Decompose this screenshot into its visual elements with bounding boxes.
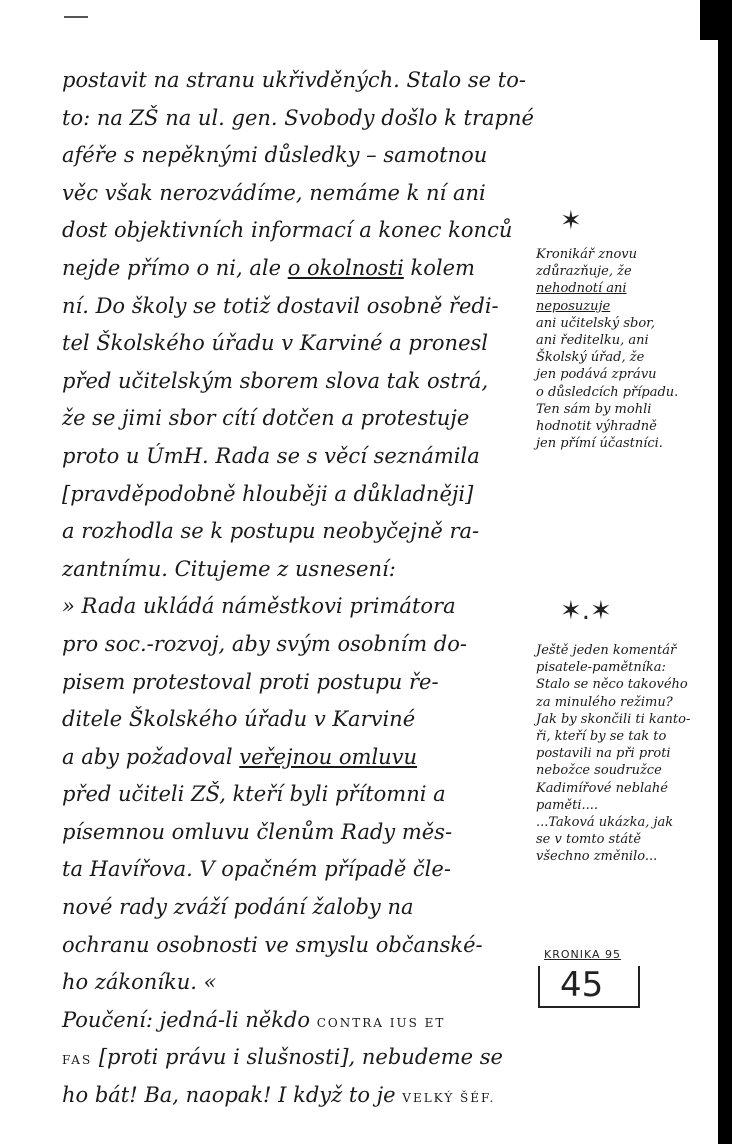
text-fragment: kolem [403,255,475,280]
text-fragment: Poučení: jedná-li někdo [62,1007,311,1032]
note-line: se v tomto státě [536,832,642,848]
note-line: neposuzuje [536,298,611,314]
text-fragment: a aby požadoval [62,744,233,769]
text-line: ní. Do školy se totiž dostavil osobně ředi- [62,293,499,318]
asterisk-icon: ✶ [560,206,582,236]
note-line: pisatele-pamětníka: [536,660,666,676]
text-line: zantnímu. Citujeme z usnesení: [62,556,396,581]
note-line: nehodnotí ani [536,281,627,297]
text-fragment: nejde přímo o ni, ale [62,255,282,280]
underlined-omluvu: veřejnou omluvu [239,744,418,769]
note-line: Ještě jeden komentář [536,643,677,658]
main-text-column [62,62,532,1115]
text-line: písemnou omluvu členům Rady měs- [62,819,453,844]
text-line: proto u ÚmH. Rada se s věcí seznámila [62,443,480,468]
underlined-okolnosti: o okolnosti [287,255,404,280]
text-line [62,739,532,777]
text-line: že se jimi sbor cítí dotčen a protestuje [62,406,470,431]
text-line: před učitelským sborem slova tak ostrá, [62,368,489,393]
text-line [62,1002,532,1040]
text-line [62,250,532,288]
double-asterisk-icon: ✶.✶ [560,596,612,626]
note-line: ři, kteří by se tak to [536,728,667,744]
text-line: [pravděpodobně hlouběji a důkladněji] [62,481,474,506]
fas-caps: FAS [62,1053,93,1068]
text-line [62,1039,532,1077]
text-line: dost objektivních informací a konec konců [62,218,513,243]
velky-sef-caps: VELKÝ ŠÉF. [402,1091,496,1106]
text-line: nové rady zváží podání žaloby na [62,895,414,920]
note-line: všechno změnilo... [536,849,658,865]
note-line: paměti.... [536,797,599,813]
note-line: o důsledcích případu. [536,384,679,400]
note-line: za minulého režimu? [536,694,673,710]
pencil-mark [64,16,88,18]
chronicle-label: KRONIKA 95 [544,948,622,961]
note-line: postavili na při proti [536,746,671,762]
text-line: to: na ZŠ na ul. gen. Svobody došlo k trapné [62,105,534,130]
note-line: jen podává zprávu [536,367,657,383]
text-line [62,1077,532,1115]
text-line: aféře s nepěknými důsledky – samotnou [62,143,488,168]
note-line: ...Taková ukázka, jak [536,814,674,830]
text-line: tel Školského úřadu v Karviné a pronesl [62,331,488,356]
text-line: pro soc.-rozvoj, aby svým osobním do- [62,631,467,656]
note-line: Kadimířové neblahé [536,780,668,796]
text-line: ta Havířova. V opačném případě čle- [62,857,451,882]
note-line: ani učitelský sbor, [536,315,656,331]
text-line: ochranu osobnosti ve smyslu občanské- [62,932,483,957]
scan-edge-right [718,0,732,1144]
text-line: před učiteli ZŠ, kteří byli přítomni a [62,782,446,807]
text-fragment: ho bát! Ba, naopak! I když to je [62,1083,396,1108]
note-line: Jak by skončili ti kanto- [536,711,691,727]
note-line: hodnotit výhradně [536,418,657,434]
text-line: » Rada ukládá náměstkovi primátora [62,594,456,619]
note-line: Ten sám by mohli [536,401,652,417]
margin-note-memoirist [536,642,716,865]
note-line: Školský úřad, že [536,350,645,366]
text-line: ho zákoníku. « [62,970,217,995]
text-line: a rozhodla se k postupu neobyčejně ra- [62,519,480,544]
note-line: zdůrazňuje, že [536,264,632,280]
page-number: 45 [560,965,604,1005]
text-line: postavit na stranu ukřivděných. Stalo se to- [62,68,526,92]
note-line: ani ředitelku, ani [536,332,649,348]
note-line: Stalo se něco takového [536,677,688,693]
note-line: nebožce soudružce [536,763,662,779]
contra-ius-caps: CONTRA IUS ET [316,1015,446,1030]
text-line: ditele Školského úřadu v Karviné [62,707,416,732]
text-line: pisem protestoval proti postupu ře- [62,669,439,694]
note-line: Kronikář znovu [536,247,638,262]
text-fragment: [proti právu i slušnosti], nebudeme se [98,1045,503,1070]
text-line: věc však nerozvádíme, nemáme k ní ani [62,180,486,205]
margin-note-chronicler [536,246,716,452]
note-line: jen přímí účastníci. [536,436,663,452]
